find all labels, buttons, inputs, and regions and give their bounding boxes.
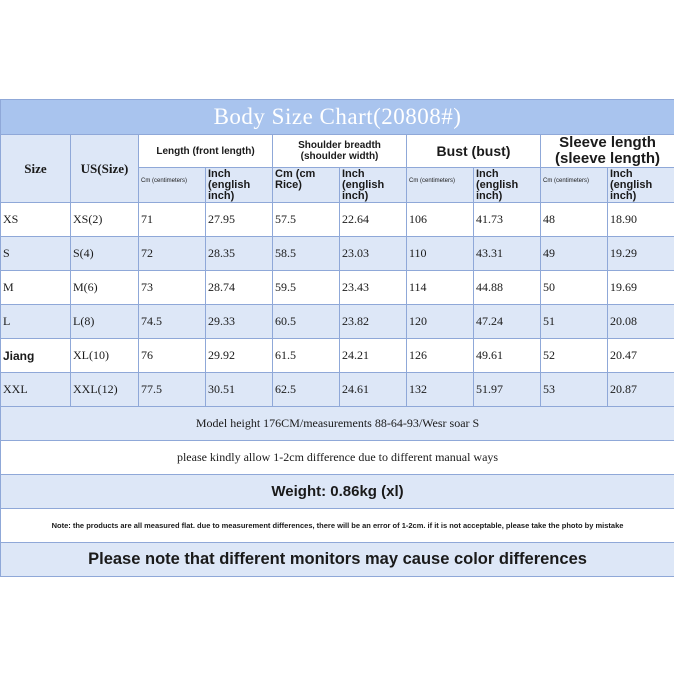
shoulder-inch-cell: 24.61 xyxy=(340,373,407,407)
table-row xyxy=(1,271,674,305)
length-cm-cell: 77.5 xyxy=(139,373,206,407)
us-size-cell: M(6) xyxy=(71,271,139,305)
shoulder-inch-label: Inch (english inch) xyxy=(342,168,385,202)
model-note: Model height 176CM/measurements 88-64-93/Wesr soar S xyxy=(1,407,674,441)
shoulder-cm-label: Cm (cm Rice) xyxy=(275,168,316,191)
length-cm-cell: 71 xyxy=(139,203,206,237)
weight-note: Weight: 0.86kg (xl) xyxy=(1,475,674,509)
sleeve-cm-cell: 49 xyxy=(541,237,608,271)
measurement-note: Note: the products are all measured flat. due to measurement differences, there will be an error of 1-2cm. if it is not acceptable, please take the photo by mistake xyxy=(1,509,674,543)
sleeve-inch-cell: 19.69 xyxy=(608,271,674,305)
length-inch-cell: 28.74 xyxy=(206,271,273,305)
shoulder-cm-cell: 57.5 xyxy=(273,203,340,237)
bust-inch-cell: 51.97 xyxy=(474,373,541,407)
length-inch-cell: 30.51 xyxy=(206,373,273,407)
size-cell: M xyxy=(1,271,71,305)
bust-inch-cell: 44.88 xyxy=(474,271,541,305)
sleeve-inch-cell: 20.87 xyxy=(608,373,674,407)
shoulder-inch-cell: 22.64 xyxy=(340,203,407,237)
table-row xyxy=(1,203,674,237)
table-row xyxy=(1,237,674,271)
sleeve-inch-cell: 20.47 xyxy=(608,339,674,373)
bust-cm-cell: 132 xyxy=(407,373,474,407)
sleeve-inch-label: Inch (english inch) xyxy=(610,168,653,202)
length-inch-label: Inch (english inch) xyxy=(208,168,251,202)
shoulder-cm-cell: 59.5 xyxy=(273,271,340,305)
sleeve-cm-cell: 48 xyxy=(541,203,608,237)
us-size-cell: XXL(12) xyxy=(71,373,139,407)
us-size-cell: S(4) xyxy=(71,237,139,271)
col-shoulder-header: Shoulder breadth (shoulder width) xyxy=(273,135,407,168)
shoulder-cm-subheader xyxy=(273,168,340,203)
bust-cm-cell: 120 xyxy=(407,305,474,339)
length-inch-subheader xyxy=(206,168,273,203)
us-size-cell: XL(10) xyxy=(71,339,139,373)
size-cell: S xyxy=(1,237,71,271)
sleeve-inch-cell: 19.29 xyxy=(608,237,674,271)
shoulder-cm-cell: 60.5 xyxy=(273,305,340,339)
shoulder-cm-cell: 61.5 xyxy=(273,339,340,373)
sleeve-inch-subheader xyxy=(608,168,674,203)
col-size-header: Size xyxy=(1,135,71,203)
monitor-note: Please note that different monitors may cause color differences xyxy=(1,543,674,577)
bust-cm-cell: 114 xyxy=(407,271,474,305)
length-inch-cell: 28.35 xyxy=(206,237,273,271)
bust-cm-label: Cm (centimeters) xyxy=(409,178,456,184)
bust-cm-cell: 110 xyxy=(407,237,474,271)
col-length-header: Length (front length) xyxy=(139,135,273,168)
bust-inch-subheader xyxy=(474,168,541,203)
bust-inch-cell: 43.31 xyxy=(474,237,541,271)
allowance-note: please kindly allow 1-2cm difference due to different manual ways xyxy=(1,441,674,475)
length-cm-subheader xyxy=(139,168,206,203)
chart-title: Body Size Chart(20808#) xyxy=(1,100,674,135)
shoulder-inch-cell: 23.82 xyxy=(340,305,407,339)
bust-inch-label: Inch (english inch) xyxy=(476,168,519,202)
size-rows xyxy=(1,203,674,407)
length-cm-cell: 73 xyxy=(139,271,206,305)
size-cell: XS xyxy=(1,203,71,237)
bust-inch-cell: 49.61 xyxy=(474,339,541,373)
size-cell: XXL xyxy=(1,373,71,407)
bust-inch-cell: 47.24 xyxy=(474,305,541,339)
sleeve-cm-subheader xyxy=(541,168,608,203)
sleeve-cm-cell: 51 xyxy=(541,305,608,339)
us-size-cell: L(8) xyxy=(71,305,139,339)
shoulder-cm-cell: 58.5 xyxy=(273,237,340,271)
length-cm-label: Cm (centimeters) xyxy=(141,178,188,184)
length-inch-cell: 27.95 xyxy=(206,203,273,237)
length-inch-cell: 29.92 xyxy=(206,339,273,373)
size-chart-table xyxy=(0,99,674,577)
size-chart xyxy=(0,99,674,575)
bust-inch-cell: 41.73 xyxy=(474,203,541,237)
length-inch-cell: 29.33 xyxy=(206,305,273,339)
col-sleeve-header: Sleeve length (sleeve length) xyxy=(541,135,674,168)
sleeve-cm-cell: 52 xyxy=(541,339,608,373)
sleeve-cm-label: Cm (centimeters) xyxy=(543,178,590,184)
table-row xyxy=(1,305,674,339)
sleeve-cm-cell: 53 xyxy=(541,373,608,407)
sleeve-cm-cell: 50 xyxy=(541,271,608,305)
length-cm-cell: 72 xyxy=(139,237,206,271)
size-cell: L xyxy=(1,305,71,339)
shoulder-inch-cell: 23.43 xyxy=(340,271,407,305)
size-cell: Jiang xyxy=(1,339,71,373)
col-bust-header: Bust (bust) xyxy=(407,135,541,168)
table-row xyxy=(1,373,674,407)
sleeve-inch-cell: 20.08 xyxy=(608,305,674,339)
col-us-size-header: US(Size) xyxy=(71,135,139,203)
sleeve-inch-cell: 18.90 xyxy=(608,203,674,237)
table-row xyxy=(1,339,674,373)
bust-cm-cell: 106 xyxy=(407,203,474,237)
length-cm-cell: 74.5 xyxy=(139,305,206,339)
length-cm-cell: 76 xyxy=(139,339,206,373)
shoulder-inch-subheader xyxy=(340,168,407,203)
shoulder-inch-cell: 24.21 xyxy=(340,339,407,373)
us-size-cell: XS(2) xyxy=(71,203,139,237)
shoulder-inch-cell: 23.03 xyxy=(340,237,407,271)
shoulder-cm-cell: 62.5 xyxy=(273,373,340,407)
bust-cm-cell: 126 xyxy=(407,339,474,373)
bust-cm-subheader xyxy=(407,168,474,203)
